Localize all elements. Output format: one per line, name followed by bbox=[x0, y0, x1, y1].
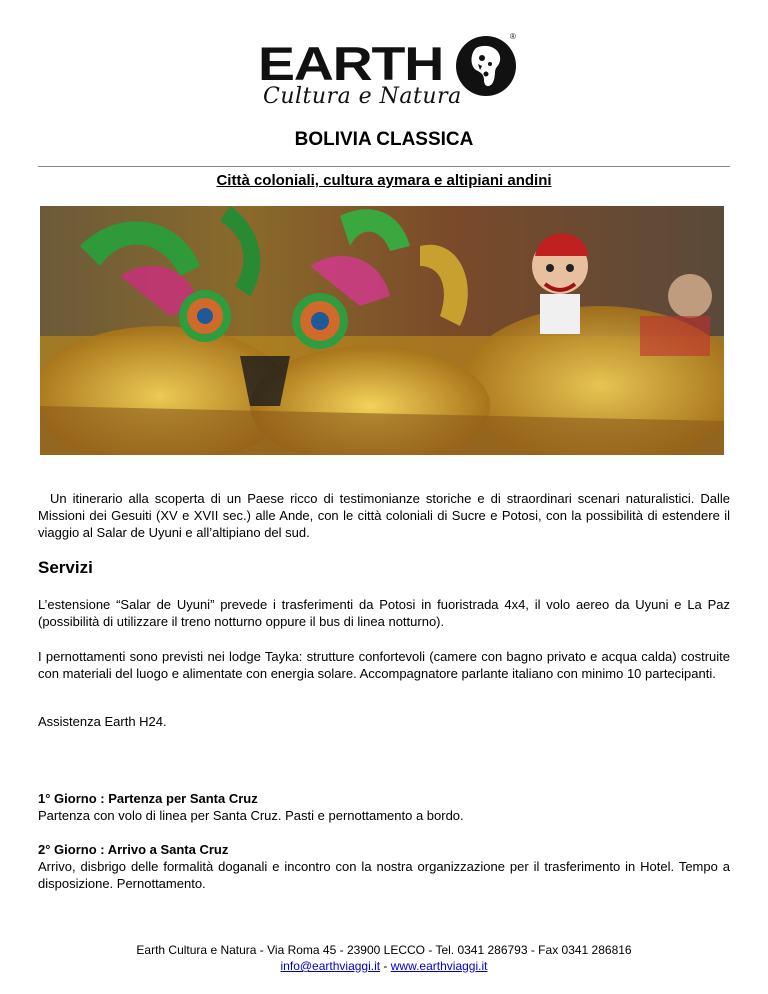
day-1 bbox=[38, 790, 730, 824]
earth-logo bbox=[258, 32, 522, 112]
subtitle-text: Città coloniali, cultura aymara e altipiani andini bbox=[216, 172, 552, 189]
footer-links bbox=[0, 958, 768, 974]
footer-address: Earth Cultura e Natura - Via Roma 45 - 23900 LECCO - Tel. 0341 286793 - Fax 0341 286816 bbox=[136, 943, 632, 957]
carnival-photo bbox=[40, 206, 724, 455]
intro-paragraph bbox=[38, 490, 730, 541]
page-title: BOLIVIA CLASSICA bbox=[294, 129, 474, 150]
logo-wordmark: EARTH bbox=[258, 37, 444, 90]
day-2 bbox=[38, 841, 730, 892]
globe-icon bbox=[454, 34, 518, 98]
intro-text: Un itinerario alla scoperta di un Paese ricco di testimonianze storiche e di straordinari scenari naturalistici. Dalle Missioni dei Gesuiti (XV e XVII sec.) alle Ande, con le città coloniali di Sucre e Potosi, con la possibilità di estendere il viaggio al Salar de Uyuni e all’altipiano del sud. bbox=[38, 491, 730, 540]
page-subtitle bbox=[0, 172, 768, 189]
day-1-title: 1° Giorno : Partenza per Santa Cruz bbox=[38, 791, 258, 806]
day-2-title: 2° Giorno : Arrivo a Santa Cruz bbox=[38, 842, 229, 857]
services-heading: Servizi bbox=[38, 558, 93, 577]
footer-separator: - bbox=[380, 959, 391, 973]
email-link[interactable]: info@earthviaggi.it bbox=[280, 959, 381, 973]
services-paragraph-1: L’estensione “Salar de Uyuni” prevede i trasferimenti da Potosi in fuoristrada 4x4, il volo aereo da Uyuni e La Paz (possibilità di utilizzare il treno notturno oppure il bus di linea notturno). bbox=[38, 597, 730, 629]
services-paragraph-2: I pernottamenti sono previsti nei lodge Tayka: strutture confortevoli (camere con bagno privato e acqua calda) costruite con materiali del luogo e alimentate con energia solare. Accompagnatore parlante italiano con minimo 10 partecipanti. bbox=[38, 649, 730, 681]
day-1-text: Partenza con volo di linea per Santa Cruz. Pasti e pernottamento a bordo. bbox=[38, 808, 464, 823]
website-link[interactable]: www.earthviaggi.it bbox=[390, 959, 488, 973]
day-2-text: Arrivo, disbrigo delle formalità doganali e incontro con la nostra organizzazione per il trasferimento in Hotel. Tempo a disposizione. Pernottamento. bbox=[38, 859, 730, 891]
page-footer bbox=[0, 942, 768, 974]
title-divider bbox=[38, 166, 730, 167]
registered-mark: ® bbox=[510, 32, 516, 41]
logo-tagline: Cultura e Natura bbox=[263, 84, 462, 109]
services-paragraph-3: Assistenza Earth H24. bbox=[38, 714, 167, 729]
